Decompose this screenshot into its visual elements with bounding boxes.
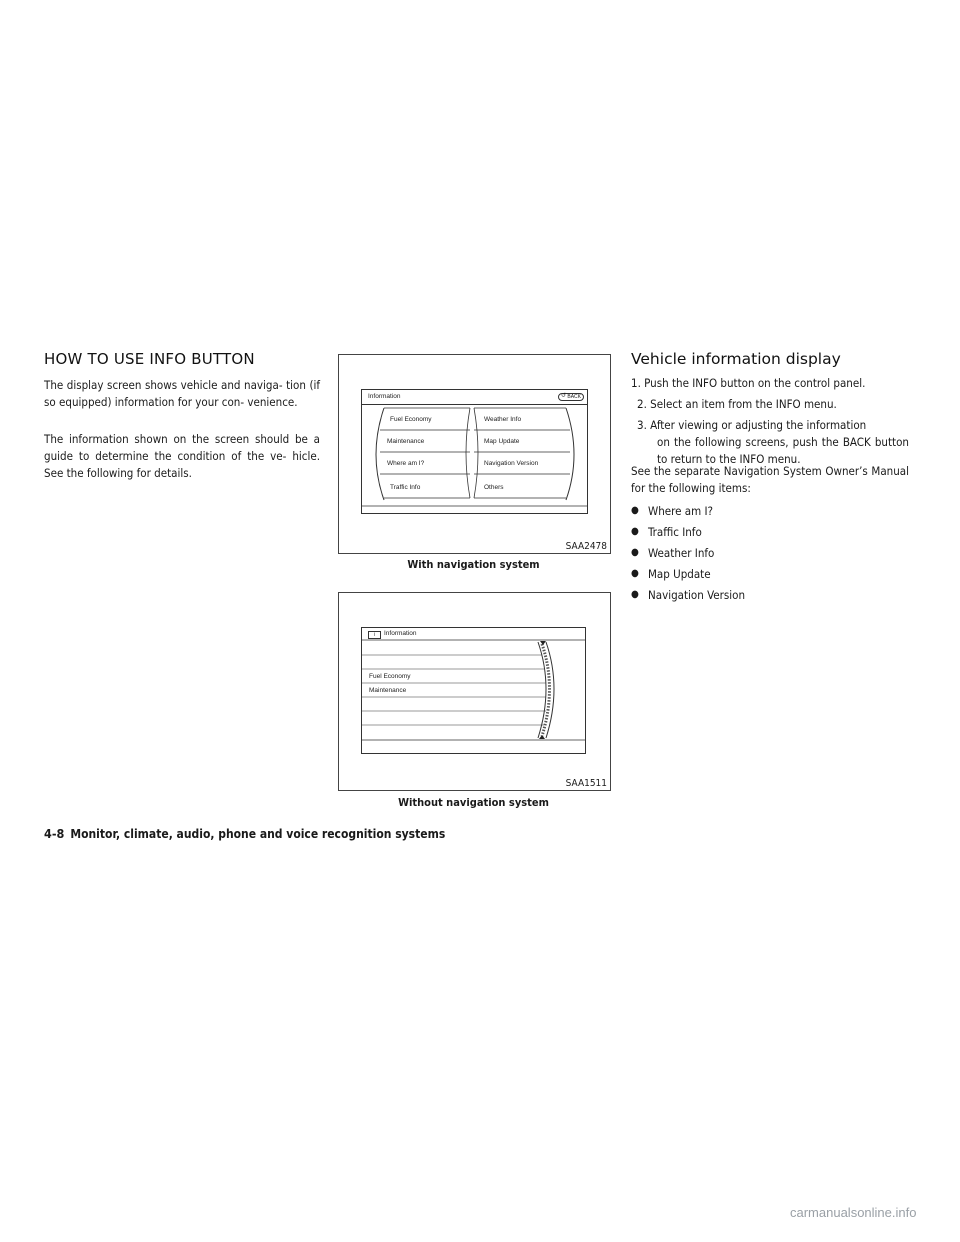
watermark: carmanualsonline.info (790, 1205, 917, 1220)
menu-item-others: Others (484, 484, 504, 491)
step-2: 2. Select an item from the INFO menu. (637, 397, 837, 411)
bullet-icon: ● (631, 547, 639, 558)
menu-frame-lines (362, 390, 587, 513)
figure-code: SAA1511 (565, 778, 607, 789)
info-icon: i (368, 631, 381, 639)
bullet-icon: ● (631, 526, 639, 537)
figure-without-navigation (338, 592, 611, 791)
step-3-continued: on the following screens, push the BACK button to return to the INFO menu. (657, 435, 909, 466)
back-arrow-icon: ↺ (561, 393, 567, 399)
section-heading: HOW TO USE INFO BUTTON (44, 350, 255, 368)
screen-title: Information (368, 393, 401, 400)
list-item: ● Weather Info (631, 545, 715, 560)
intro-paragraph: The display screen shows vehicle and naviga- tion (if so equipped) information for your con- venience. (44, 378, 320, 409)
step-3-line-1: 3. After viewing or adjusting the information (637, 418, 867, 432)
menu-item-navigation-version: Navigation Version (484, 460, 539, 467)
bullet-icon: ● (631, 568, 639, 579)
details-paragraph: The information shown on the screen should be a guide to determine the condition of the ve- hicle. See the following for details. (44, 432, 320, 480)
back-button: ↺ BACK (558, 393, 584, 401)
menu-item-maintenance: Maintenance (387, 438, 425, 445)
figure-caption: Without navigation system (398, 796, 549, 809)
page-footer (44, 826, 445, 841)
menu-item-fuel-economy: Fuel Economy (390, 416, 432, 423)
navigation-manual-note: See the separate Navigation System Owner’s Manual for the following items: (631, 464, 909, 495)
info-screen-illustration (361, 389, 588, 514)
menu-item-traffic-info: Traffic Info (390, 484, 421, 491)
figure-caption: With navigation system (407, 558, 540, 571)
screen-title: Information (384, 630, 417, 637)
page-number: 4-8 (44, 826, 65, 841)
figure-code: SAA2478 (565, 541, 607, 552)
chapter-title: Monitor, climate, audio, phone and voice recognition systems (70, 827, 446, 841)
list-item: ● Where am I? (631, 503, 714, 518)
list-item: ● Map Update (631, 566, 711, 581)
info-screen-illustration (361, 627, 586, 754)
bullet-icon: ● (631, 505, 639, 516)
menu-item-weather-info: Weather Info (484, 416, 522, 423)
list-item: ● Navigation Version (631, 587, 746, 602)
figure-with-navigation (338, 354, 611, 554)
step-1: 1. Push the INFO button on the control panel. (631, 376, 866, 390)
items-list (631, 500, 745, 605)
menu-item-where-am-i: Where am I? (387, 460, 425, 467)
menu-item-map-update: Map Update (484, 438, 520, 445)
list-item: ● Traffic Info (631, 524, 702, 539)
section-heading: Vehicle information display (631, 350, 841, 368)
list-item-maintenance: Maintenance (369, 687, 407, 694)
bullet-icon: ● (631, 589, 639, 600)
step-3 (637, 417, 909, 468)
list-item-fuel-economy: Fuel Economy (369, 673, 411, 680)
